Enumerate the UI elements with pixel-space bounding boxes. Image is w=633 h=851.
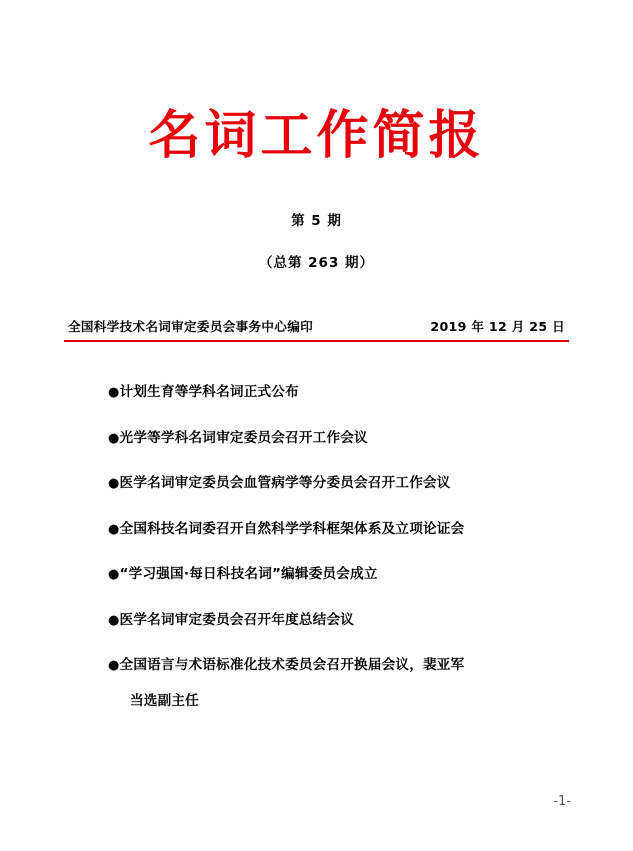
list-item-label: 医学名词审定委员会召开年度总结会议: [119, 611, 355, 628]
bullet-icon: ●: [108, 612, 120, 628]
bullet-icon: ●: [108, 430, 120, 446]
imprint-date: 2019 年 12 月 25 日: [430, 319, 565, 334]
issue-number: 第 5 期: [291, 213, 342, 229]
list-item-label: 医学名词审定委员会血管病学等分委员会召开工作会议: [119, 475, 451, 491]
list-item-label: 全国科技名词委召开自然科学学科框架体系及立项论证会: [119, 520, 465, 537]
list-item-label: 光学等学科名词审定委员会召开工作会议: [119, 429, 368, 446]
list-item: [108, 519, 571, 540]
imprint-publisher: 全国科学技术名词审定委员会事务中心编印: [68, 319, 313, 334]
imprint-row: [62, 316, 571, 340]
table-of-contents: [62, 382, 571, 709]
list-item: [108, 655, 571, 676]
bullet-icon: ●: [108, 385, 120, 400]
bullet-icon: ●: [108, 658, 120, 673]
page-number: -1-: [553, 794, 571, 809]
list-item-label: 计划生育等学科名词正式公布: [119, 384, 299, 400]
list-item: [108, 382, 571, 403]
list-item-continuation: 当选副主任: [130, 692, 199, 709]
masthead-title: 名词工作简报: [148, 105, 485, 166]
bullet-icon: ●: [108, 567, 120, 582]
header-divider-rule: [64, 340, 569, 342]
list-item: [108, 564, 571, 585]
issue-total-number: （总第 263 期）: [258, 255, 375, 271]
list-item: [108, 610, 571, 631]
bullet-icon: ●: [108, 521, 120, 537]
list-item-label: 全国语言与术语标准化技术委员会召开换届会议，裴亚军: [119, 657, 465, 673]
list-item: [108, 473, 571, 494]
bullet-icon: ●: [108, 476, 120, 491]
list-item: [108, 428, 571, 449]
list-item-label: “学习强国·每日科技名词”编辑委员会成立: [119, 566, 378, 582]
